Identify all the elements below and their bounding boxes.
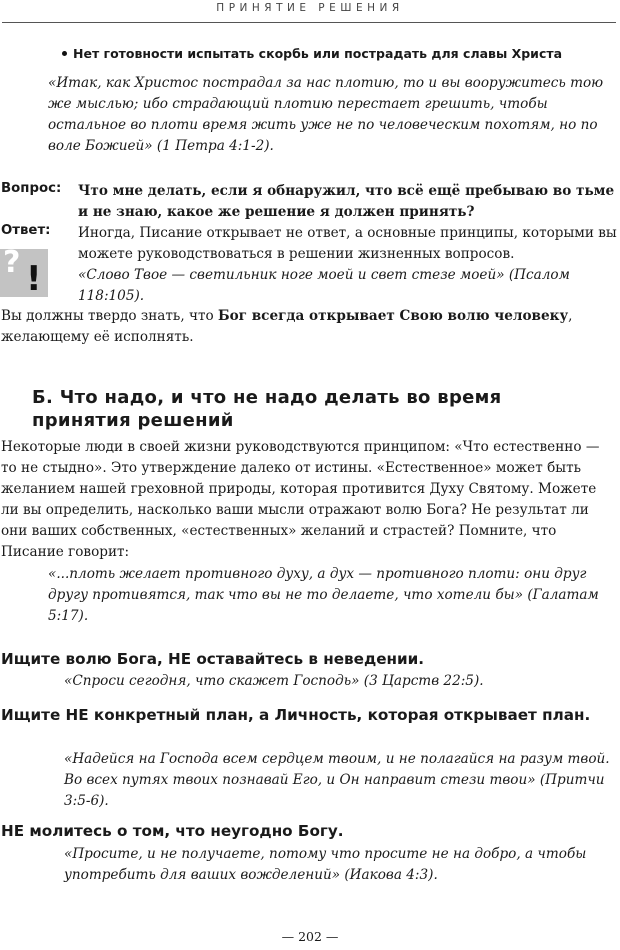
- scripture-quote-1-peter: «Итак, как Христос пострадал за нас плотию, то и вы вооружитесь тою же мыслью; ибо страдающий плотию перестает грешить, чтобы остальное во плоти время жить уже не по человеческим похотям, но по воле Божией» (1 Петра 4:1-2).: [48, 75, 604, 154]
- exclamation-mark-glyph: !: [26, 259, 42, 297]
- running-head: ПРИНЯТИЕ РЕШЕНИЯ: [216, 2, 404, 14]
- subheading-seek-person: Ищите НЕ конкретный план, а Личность, которая открывает план.: [1, 706, 591, 724]
- section-heading: Б. Что надо, и что не надо делать во время принятия решений: [32, 387, 502, 431]
- question-mark-glyph: ?: [3, 249, 21, 280]
- answer-quote: «Слово Твое — светильник ноге моей и свет стезе моей» (Псалом 118:105).: [78, 267, 570, 304]
- page-number: — 202 —: [281, 929, 339, 944]
- header-rule: [2, 22, 616, 23]
- para1-before: Вы должны твердо знать, что: [1, 308, 218, 324]
- para1-bold: Бог всегда открывает Свою волю человеку: [217, 308, 569, 324]
- question-text: Что мне делать, если я обнаружил, что всё ещё пребываю во тьме и не знаю, какое же решение я должен принять?: [78, 183, 615, 220]
- bullet-dot-icon: [62, 51, 67, 56]
- scripture-quote-james: «Просите, и не получаете, потому что просите не на добро, а чтобы употребить для ваших вожделений» (Иакова 4:3).: [64, 846, 587, 883]
- answer-label: Ответ:: [1, 223, 51, 238]
- scripture-quote-galatians: «...плоть желает противного духу, а дух — противного плоти: они друг другу противятся, так что вы не то делаете, что хотели бы» (Галатам 5:17).: [48, 566, 599, 624]
- para1-after: , желающему её исполнять.: [1, 308, 573, 345]
- scripture-quote-proverbs: «Надейся на Господа всем сердцем твоим, и не полагайся на разум твой. Во всех путях твоих познавай Его, и Он направит стези твои» (Притчи 3:5-6).: [64, 751, 610, 809]
- answer-block: [78, 223, 618, 307]
- bullet-item: [62, 46, 562, 61]
- subheading-seek-will: Ищите волю Бога, НЕ оставайтесь в неведении.: [1, 650, 425, 668]
- paragraph-will-of-god: [1, 306, 617, 348]
- question-exclamation-icon: [0, 249, 48, 297]
- subheading-do-not-pray: НЕ молитесь о том, что неугодно Богу.: [1, 822, 344, 840]
- scripture-quote-kings: «Спроси сегодня, что скажет Господь» (3 Царств 22:5).: [64, 673, 484, 689]
- question-label: Вопрос:: [1, 181, 62, 196]
- answer-text: Иногда, Писание открывает не ответ, а основные принципы, которыми вы можете руководствоваться в решении жизненных вопросов.: [78, 225, 617, 262]
- bullet-text: Нет готовности испытать скорбь или пострадать для славы Христа: [73, 46, 563, 61]
- paragraph-natural-desires: Некоторые люди в своей жизни руководствуются принципом: «Что естественно — то не стыдно». Это утверждение далеко от истины. «Естественное» может быть желанием нашей греховной природы, которая противится Духу Святому. Можете ли вы определить, насколько ваши мысли отражают волю Бога? Не результат ли они ваших собственных, «естественных» желаний и страстей? Помните, что Писание говорит:: [1, 439, 600, 560]
